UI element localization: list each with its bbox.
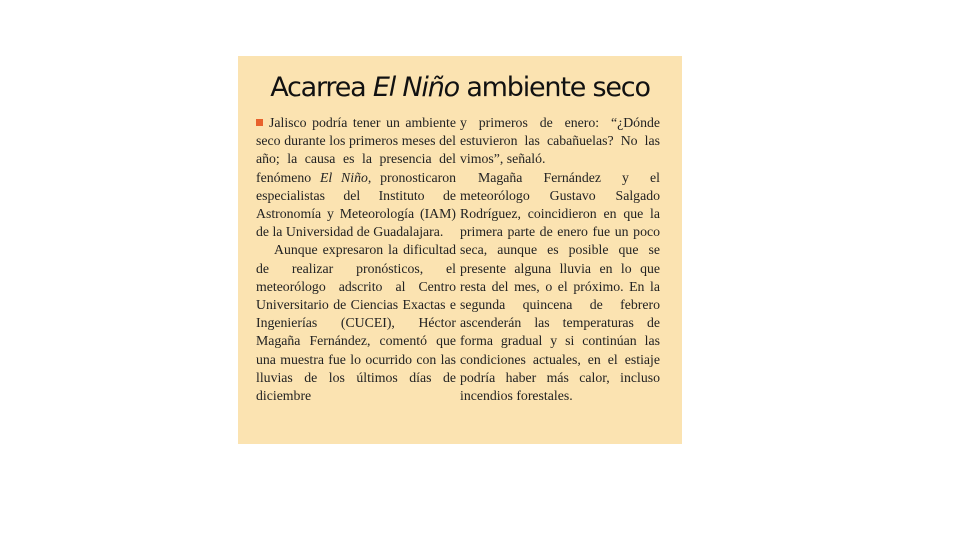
paragraph-1-text-b: , pronosticaron especialistas del Instituto de Astronomía y Meteorología (IAM) de la Universidad de Guadalajara. xyxy=(256,169,457,240)
headline-end: ambiente seco xyxy=(458,72,650,103)
paragraph-1-italic: El Niño xyxy=(319,169,368,185)
article-column-left xyxy=(256,114,456,405)
headline-start: Acarrea xyxy=(270,72,373,103)
paragraph-3: y primeros de enero: “¿Dónde estuvieron las cabañuelas? No las vimos”, señaló. xyxy=(460,115,660,167)
headline-italic: El Niño xyxy=(372,72,459,103)
news-clipping xyxy=(238,56,682,444)
paragraph-1 xyxy=(256,114,456,241)
paragraph-1-text-a: Jalisco podría tener un ambiente seco durante los primeros meses del año; la causa es la presencia del fenómeno xyxy=(256,115,456,185)
bullet-square-icon xyxy=(256,119,263,126)
paragraph-4: Magaña Fernández y el meteorólogo Gustavo Salgado Rodríguez, coincidieron en que la primera parte de enero fue un poco seca, aunque es posible que se presente alguna lluvia en lo que resta del mes, o el próximo. En la segunda quincena de febrero ascenderán las temperaturas de forma gradual y si continúan las condiciones actuales, en el estiaje podría haber más calor, incluso incendios forestales. xyxy=(460,169,660,404)
article-column-right xyxy=(460,114,660,405)
headline xyxy=(238,72,682,103)
paragraph-2: Aunque expresaron la dificultad de realizar pronósticos, el meteorólogo adscrito al Centro Universitario de Ciencias Exactas e Ingenierías (CUCEI), Héctor Magaña Fernández, comentó que una muestra fue lo ocurrido con las lluvias de los últimos días de diciembre xyxy=(256,242,456,404)
